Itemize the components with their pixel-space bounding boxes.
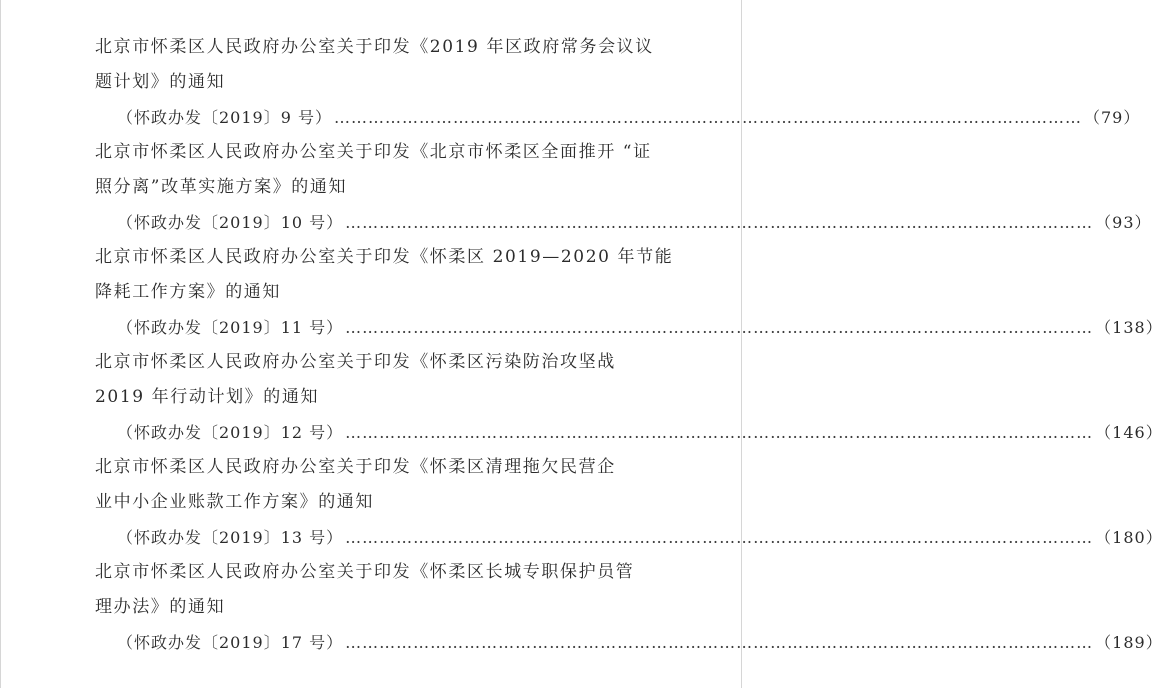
- dot-leader: ……………………………………………………………………………………………………………………: [345, 213, 1094, 232]
- page-number: （138）: [1095, 318, 1163, 337]
- page-number: （79）: [1084, 108, 1141, 127]
- dot-leader: ……………………………………………………………………………………………………………………: [345, 633, 1094, 652]
- entry-title-line: 北京市怀柔区人民政府办公室关于印发《北京市怀柔区全面推开 “证: [95, 142, 652, 162]
- entry-reference-line: [95, 205, 1152, 240]
- entry-title-line: 北京市怀柔区人民政府办公室关于印发《怀柔区污染防治攻坚战: [95, 352, 616, 372]
- entry-title-line: 降耗工作方案》的通知: [95, 282, 281, 302]
- entry-title-line: 北京市怀柔区人民政府办公室关于印发《2019 年区政府常务会议议: [95, 37, 654, 57]
- entry-title-line: 北京市怀柔区人民政府办公室关于印发《怀柔区 2019—2020 年节能: [95, 247, 674, 267]
- page-edge-left: [0, 0, 1, 688]
- page-number: （146）: [1095, 423, 1163, 442]
- entry-title-line: 北京市怀柔区人民政府办公室关于印发《怀柔区清理拖欠民营企: [95, 457, 616, 477]
- document-number: （怀政办发〔2019〕13 号）: [117, 528, 344, 547]
- document-number: （怀政办发〔2019〕17 号）: [117, 633, 344, 652]
- toc-entry[interactable]: [95, 240, 1163, 345]
- toc-entry[interactable]: [95, 135, 1152, 240]
- entry-reference-line: [95, 415, 1163, 450]
- toc-entry[interactable]: [95, 30, 1141, 135]
- document-number: （怀政办发〔2019〕12 号）: [117, 423, 344, 442]
- entry-title-line: 照分离”改革实施方案》的通知: [95, 177, 348, 197]
- dot-leader: ……………………………………………………………………………………………………………………: [345, 423, 1094, 442]
- entry-reference-line: [95, 520, 1163, 555]
- dot-leader: ……………………………………………………………………………………………………………………: [345, 318, 1094, 337]
- document-number: （怀政办发〔2019〕10 号）: [117, 213, 344, 232]
- entry-title-line: 2019 年行动计划》的通知: [95, 387, 320, 407]
- table-of-contents: [95, 30, 1163, 660]
- entry-title-line: 题计划》的通知: [95, 72, 226, 92]
- entry-reference-line: [95, 625, 1163, 660]
- dot-leader: ……………………………………………………………………………………………………………………: [345, 528, 1094, 547]
- toc-entry[interactable]: [95, 450, 1163, 555]
- page-number: （180）: [1095, 528, 1163, 547]
- entry-reference-line: [95, 310, 1163, 345]
- dot-leader: ……………………………………………………………………………………………………………………: [334, 108, 1082, 127]
- page-number: （93）: [1095, 213, 1152, 232]
- toc-entry[interactable]: [95, 555, 1163, 660]
- document-number: （怀政办发〔2019〕11 号）: [117, 318, 344, 337]
- document-number: （怀政办发〔2019〕9 号）: [117, 108, 332, 127]
- entry-reference-line: [95, 100, 1141, 135]
- toc-entry[interactable]: [95, 345, 1163, 450]
- entry-title-line: 业中小企业账款工作方案》的通知: [95, 492, 374, 512]
- entry-title-line: 北京市怀柔区人民政府办公室关于印发《怀柔区长城专职保护员管: [95, 562, 635, 582]
- entry-title-line: 理办法》的通知: [95, 597, 226, 617]
- page-number: （189）: [1095, 633, 1163, 652]
